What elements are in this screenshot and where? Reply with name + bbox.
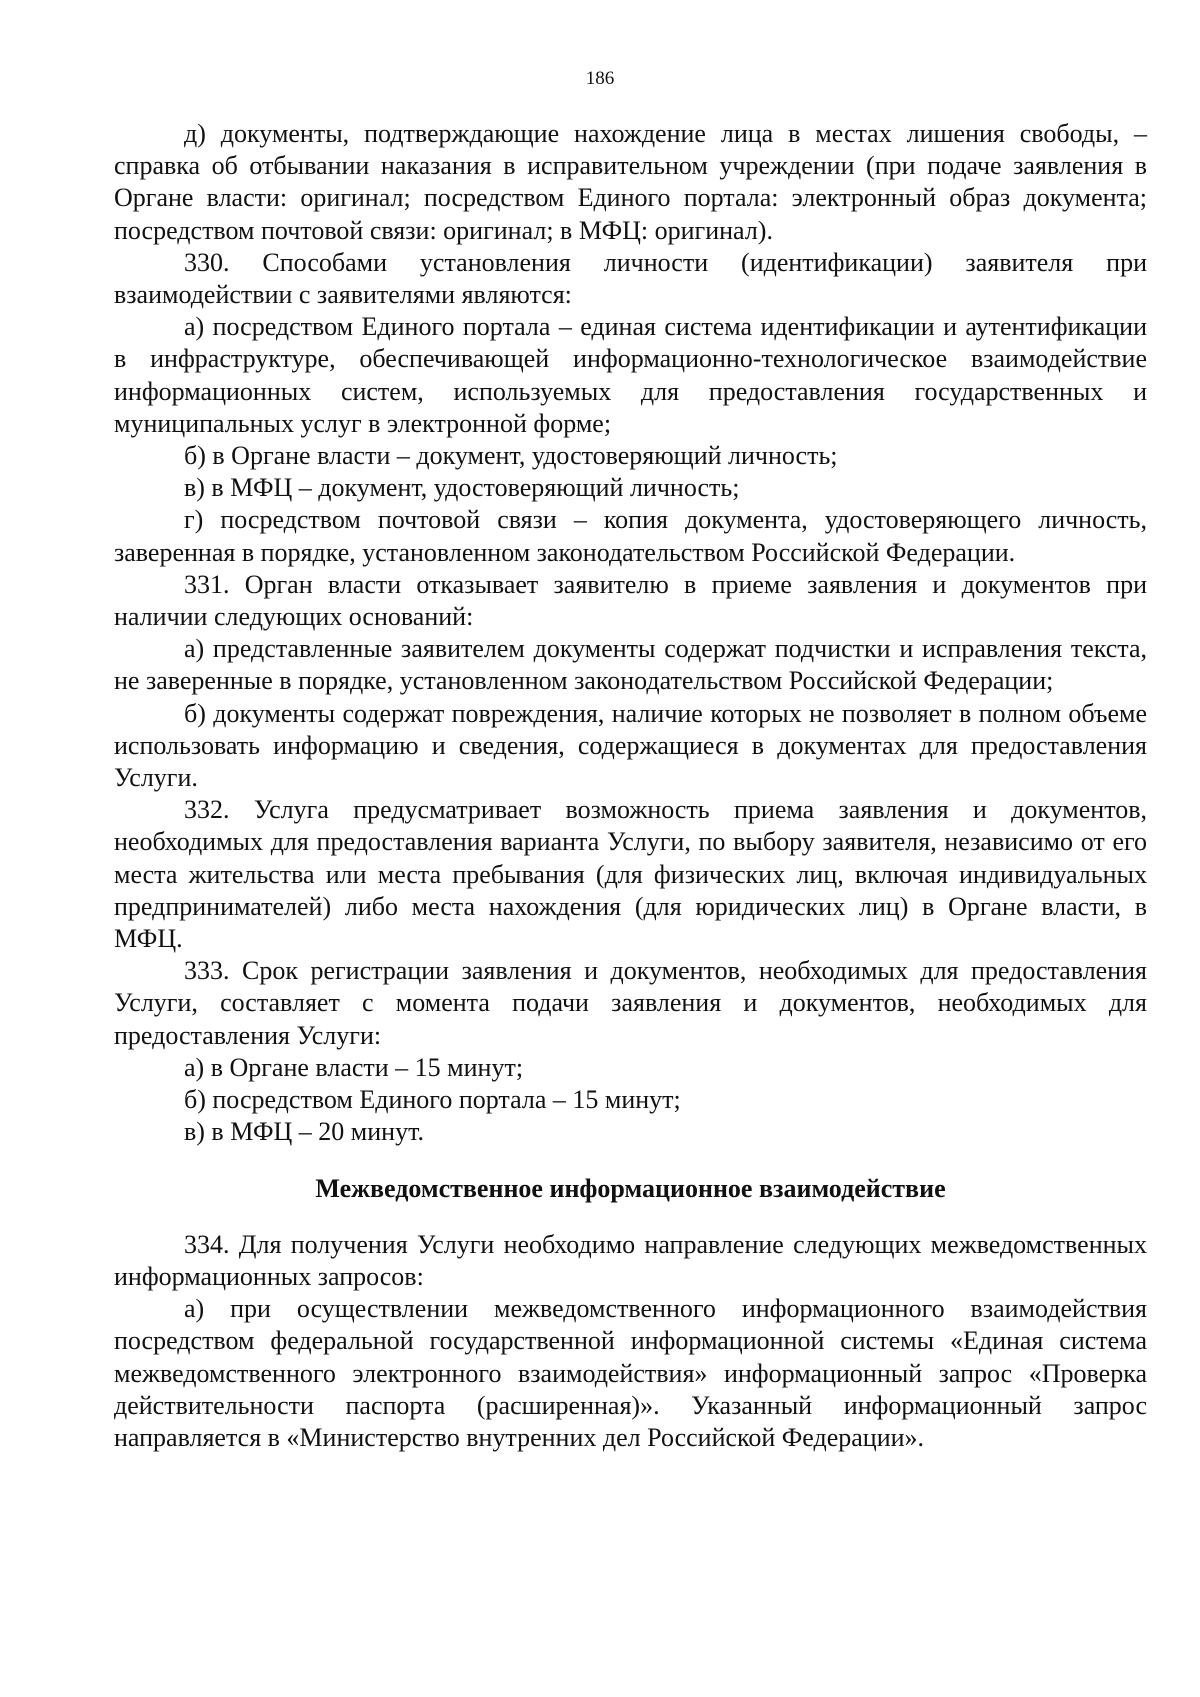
paragraph-334-a: а) при осуществлении межведомственного информационного взаимодействия посредством федеральной государственной информационной системы «Единая система межведомственного электронного взаимодействия» информационный запрос «Проверка действительности паспорта (расширенная)». Указанный информационный запрос направляется в «Министерство внутренних дел Российской Федерации». — [114, 1294, 1147, 1452]
paragraph-330-v: в) в МФЦ – документ, удостоверяющий личность; — [184, 473, 740, 503]
paragraph-330-g: г) посредством почтовой связи – копия документа, удостоверяющего личность, заверенная в порядке, установленном законодательством Российской Федерации. — [114, 505, 1147, 567]
paragraph-334: 334. Для получения Услуги необходимо направление следующих межведомственных информационных запросов: — [114, 1229, 1147, 1291]
paragraph-333-v: в) в МФЦ – 20 минут. — [184, 1117, 424, 1147]
paragraph-331-a: а) представленные заявителем документы содержат подчистки и исправления текста, не заверенные в порядке, установленном законодательством Российской Федерации; — [114, 634, 1147, 696]
paragraph-330: 330. Способами установления личности (идентификации) заявителя при взаимодействии с заявителями являются: — [114, 247, 1147, 310]
paragraph-333-b: б) посредством Единого портала – 15 минут; — [184, 1085, 681, 1115]
paragraph-item-d-documents: д) документы, подтверждающие нахождение лица в местах лишения свободы, – справка об отбывании наказания в исправительном учреждении (при подаче заявления в Органе власти: оригинал; посредством Единого портала: электронный образ документа; посредством почтовой связи: оригинал; в МФЦ: оригинал). — [114, 119, 1147, 245]
paragraph-330-a: а) посредством Единого портала – единая система идентификации и аутентификации в инфраструктуре, обеспечивающей информационно-технологическое взаимодействие информационных систем, используемых для предоставления государственных и муниципальных услуг в электронной форме; — [114, 312, 1147, 438]
document-body — [114, 118, 1147, 1454]
paragraph-331-b: б) документы содержат повреждения, наличие которых не позволяет в полном объеме использовать информацию и сведения, содержащиеся в документах для предоставления Услуги. — [114, 698, 1147, 793]
paragraph-333-a: а) в Органе власти – 15 минут; — [184, 1052, 524, 1082]
section-heading: Межведомственное информационное взаимодействие — [315, 1173, 946, 1203]
paragraph-330-b: б) в Органе власти – документ, удостоверяющий личность; — [184, 441, 838, 471]
page-number: 186 — [585, 68, 615, 89]
paragraph-333: 333. Срок регистрации заявления и документов, необходимых для предоставления Услуги, составляет с момента подачи заявления и документов, необходимых для предоставления Услуги: — [114, 956, 1147, 1050]
paragraph-331: 331. Орган власти отказывает заявителю в приеме заявления и документов при наличии следующих оснований: — [114, 569, 1147, 632]
paragraph-332: 332. Услуга предусматривает возможность приема заявления и документов, необходимых для предоставления варианта Услуги, по выбору заявителя, независимо от его места жительства или места пребывания (для физических лиц, включая индивидуальных предпринимателей) либо места нахождения (для юридических лиц) в Органе власти, в МФЦ. — [114, 795, 1147, 954]
